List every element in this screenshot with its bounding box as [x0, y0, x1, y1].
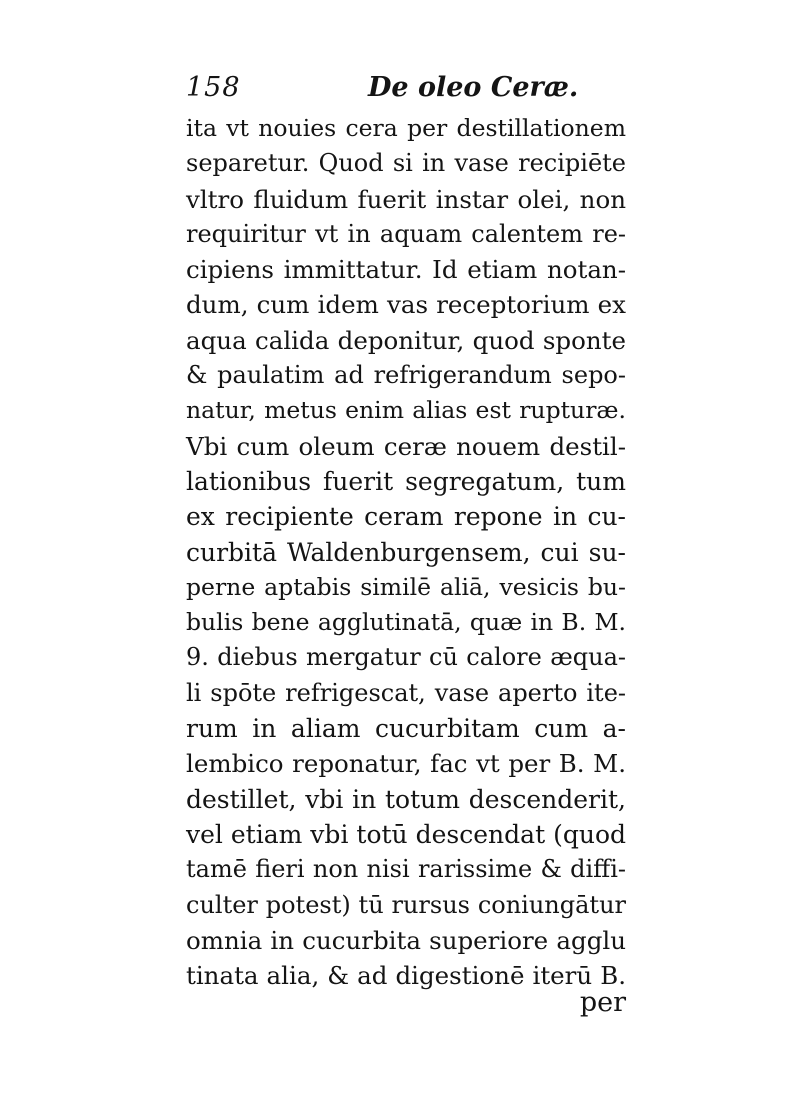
running-title: De oleo Ceræ.: [368, 72, 579, 103]
text-line: aqua calida deponitur, quod sponte: [186, 325, 626, 355]
text-line: destillet, vbi in totum descenderit,: [186, 784, 626, 814]
text-line: separetur. Quod si in vase recipiēte: [186, 149, 626, 178]
text-line: li spōte refrigescat, vase aperto ite-: [186, 678, 626, 707]
text-line: omnia in cucurbita superiore agglu: [186, 925, 626, 955]
text-line: dum, cum idem vas receptorium ex: [186, 290, 626, 320]
text-line: tamē fieri non nisi rarissime & diffi-: [186, 855, 626, 884]
text-line: curbitā Waldenburgensem, cui su-: [186, 537, 626, 567]
text-line: lembico reponatur, fac vt per B. M.: [186, 749, 626, 779]
running-head: [186, 72, 626, 112]
text-line: bulis bene agglutinatā, quæ in B. M.: [186, 608, 626, 637]
text-line: culter potest) tū rursus coniungātur: [186, 890, 626, 919]
text-line: rum in aliam cucurbitam cum a-: [186, 714, 626, 744]
text-line: ex recipiente ceram repone in cu-: [186, 502, 626, 532]
text-line: vltro fluidum fuerit instar olei, non: [186, 184, 626, 214]
text-line: Vbi cum oleum ceræ nouem destil-: [186, 431, 626, 461]
text-line: lationibus fuerit segregatum, tum: [186, 466, 626, 496]
body-text: [186, 111, 626, 993]
text-line: perne aptabis similē aliā, vesicis bu-: [186, 572, 626, 601]
text-line: natur, metus enim alias est rupturæ.: [186, 396, 626, 425]
text-line: 9. diebus mergatur cū calore æqua-: [186, 643, 626, 672]
page-number: 158: [186, 72, 241, 103]
text-line: tinata alia, & ad digestionē iterū B.: [186, 961, 626, 991]
text-line: cipiens immittatur. Id etiam notan-: [186, 255, 626, 285]
text-line: & paulatim ad refrigerandum sepo-: [186, 361, 626, 390]
text-line: requiritur vt in aquam calentem re-: [186, 219, 626, 248]
catchword: per: [579, 987, 626, 1018]
text-line: vel etiam vbi totū descendat (quod: [186, 819, 626, 849]
text-line: ita vt nouies cera per destillationem: [186, 114, 626, 142]
